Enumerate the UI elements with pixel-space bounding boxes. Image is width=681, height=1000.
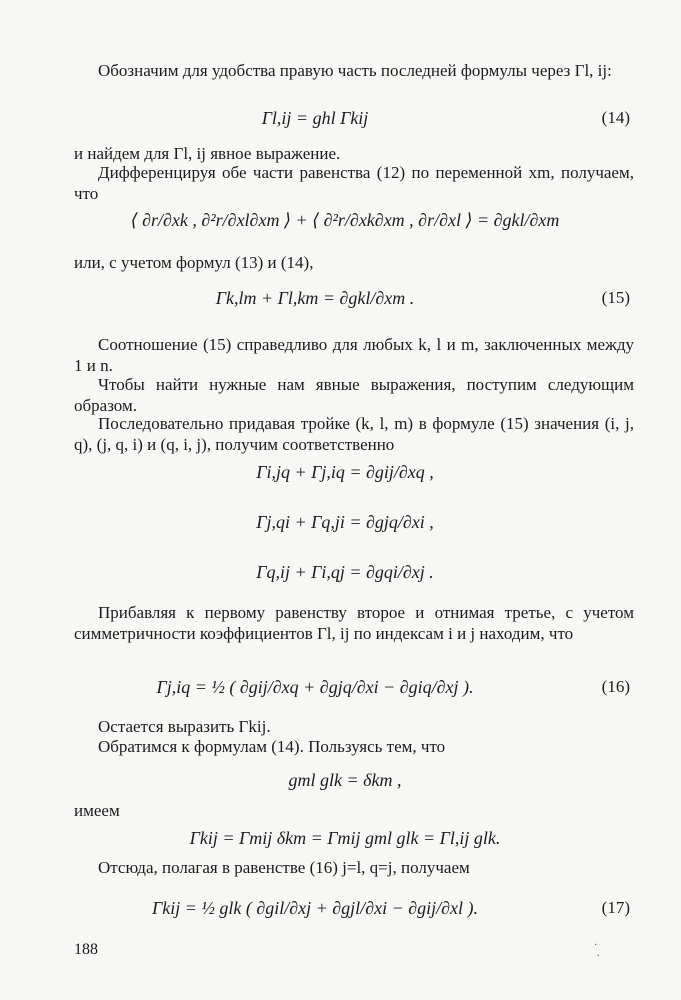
equation-a-body: Γi,jq + Γj,iq = ∂gij/∂xq , xyxy=(256,462,434,482)
equation-16-body: Γj,iq = ½ ( ∂gij/∂xq + ∂gjq/∂xi − ∂giq/∂xj ). xyxy=(156,677,474,697)
equation-15-body: Γk,lm + Γl,km = ∂gkl/∂xm . xyxy=(215,288,415,308)
paragraph-remains: Остается выразить Γkij. xyxy=(98,717,271,736)
equation-chain-body: Γkij = Γmij δkm = Γmij gml glk = Γl,ij glk. xyxy=(189,828,501,848)
equation-17-number: (17) xyxy=(601,898,630,917)
paragraph-combine: Прибавляя к первому равенству второе и отнимая третье, с учетом симметричности коэффициентов Γl, ij по индексам i и j находим, что xyxy=(74,603,634,643)
equation-14-body: Γl,ij = ghl Γkij xyxy=(261,108,369,128)
equation-16-number: (16) xyxy=(601,677,630,696)
paragraph-we-have: имеем xyxy=(74,801,120,820)
equation-differentiated-body: ⟨ ∂r/∂xk , ∂²r/∂xl∂xm ⟩ + ⟨ ∂²r/∂xk∂xm , ∂r/∂xl ⟩ = ∂gkl/∂xm xyxy=(130,210,560,230)
paragraph-triples: Последовательно придавая тройке (k, l, m) в формуле (15) значения (i, j, q), (j, q, i) и (q, i, j), получим соответственно xyxy=(74,414,634,454)
paragraph-differentiate: Дифференцируя обе части равенства (12) по переменной xm, получаем, что xyxy=(74,163,634,203)
equation-b-body: Γj,qi + Γq,ji = ∂gjq/∂xi , xyxy=(256,512,434,532)
paragraph-hence: Отсюда, полагая в равенстве (16) j=l, q=j, получаем xyxy=(98,858,470,877)
paragraph-use-14: Обратимся к формулам (14). Пользуясь тем, что xyxy=(98,737,446,756)
paragraph-relation-15: Соотношение (15) справедливо для любых k, l и m, заключенных между 1 и n. xyxy=(74,335,634,375)
equation-14-number: (14) xyxy=(601,108,630,127)
print-specks: · · xyxy=(594,940,600,962)
paragraph-next-step: Чтобы найти нужные нам явные выражения, поступим следующим образом. xyxy=(74,375,634,415)
page-number: 188 xyxy=(74,941,98,958)
equation-delta-body: gml glk = δkm , xyxy=(288,770,402,790)
equation-c-body: Γq,ij + Γi,qj = ∂gqi/∂xj . xyxy=(256,562,434,582)
paragraph-explicit: и найдем для Γl, ij явное выражение. xyxy=(74,144,341,163)
paragraph-intro: Обозначим для удобства правую часть последней формулы через Γl, ij: xyxy=(98,61,612,80)
equation-17-body: Γkij = ½ glk ( ∂gil/∂xj + ∂gjl/∂xi − ∂gij/∂xl ). xyxy=(152,898,478,918)
paragraph-with-formulas: или, с учетом формул (13) и (14), xyxy=(74,253,314,272)
equation-15-number: (15) xyxy=(601,288,630,307)
